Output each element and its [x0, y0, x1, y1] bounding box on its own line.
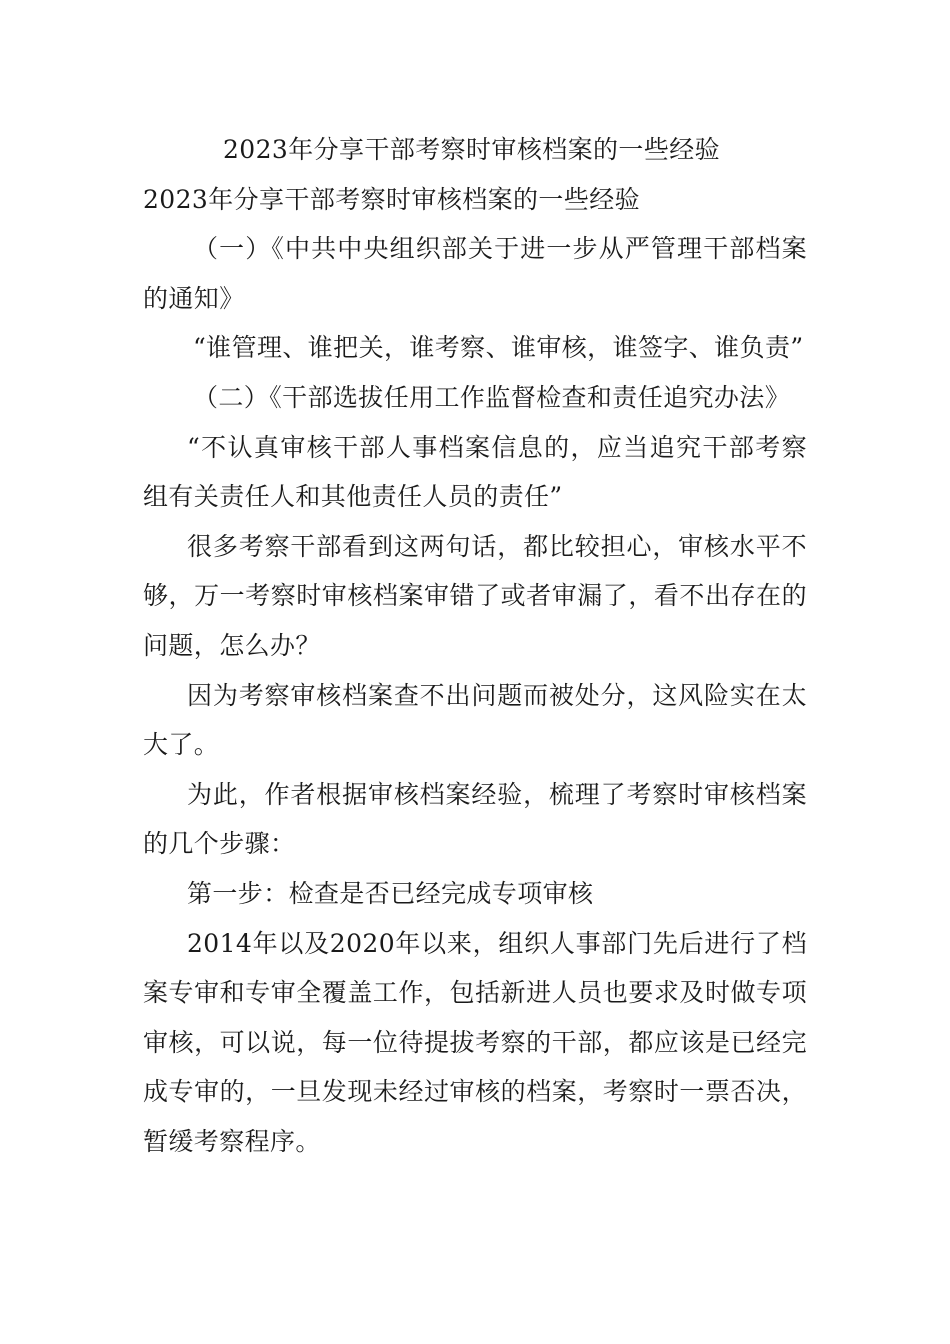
paragraph-7: 为此，作者根据审核档案经验，梳理了考察时审核档案的几个步骤：	[143, 779, 807, 859]
document-subtitle: 2023年分享干部考察时审核档案的一些经验	[143, 184, 641, 214]
document-body	[143, 125, 807, 1166]
paragraph-6: 因为考察审核档案查不出问题而被处分，这风险实在太大了。	[143, 680, 807, 760]
document-title: 2023年分享干部考察时审核档案的一些经验	[223, 135, 721, 164]
paragraph-2: “谁管理、谁把关，谁考察、谁审核，谁签字、谁负责”	[193, 333, 804, 363]
paragraph-1: （一）《中共中央组织部关于进一步从严管理干部档案的通知》	[143, 234, 807, 313]
paragraph-8: 第一步：检查是否已经完成专项审核	[187, 878, 594, 908]
paragraph-4: “不认真审核干部人事档案信息的，应当追究干部考察组有关责任人和其他责任人员的责任”	[143, 432, 807, 512]
paragraph-3: （二）《干部选拔任用工作监督检查和责任追究办法》	[193, 382, 791, 412]
paragraph-9: 2014年以及2020年以来，组织人事部门先后进行了档案专审和专审全覆盖工作，包括新进人员也要求及时做专项审核，可以说，每一位待提拔考察的干部，都应该是已经完成专审的，一旦发现未经过审核的档案，考察时一票否决，暂缓考察程序。	[143, 928, 807, 1156]
paragraph-5: 很多考察干部看到这两句话，都比较担心，审核水平不够，万一考察时审核档案审错了或者审漏了，看不出存在的问题，怎么办？	[143, 531, 807, 660]
